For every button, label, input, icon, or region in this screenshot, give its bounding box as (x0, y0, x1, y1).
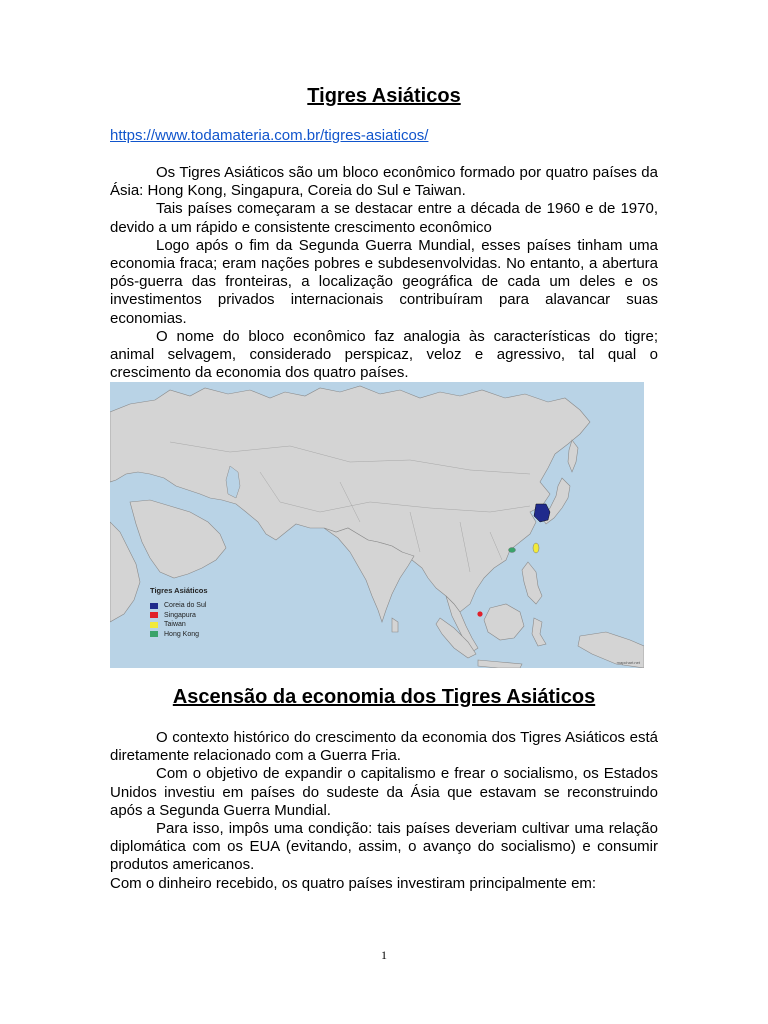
map-land-philippines (522, 562, 542, 604)
map-land-sakhalin (568, 440, 578, 472)
source-link[interactable]: https://www.todamateria.com.br/tigres-asiaticos/ (110, 127, 429, 144)
south-korea-shape (534, 504, 550, 522)
intro-paragraph: O nome do bloco econômico faz analogia às características do tigre; animal selvagem, considerado perspicaz, veloz e agressivo, tal qual o crescimento da economia dos quatro países. (110, 327, 658, 382)
legend-swatch (150, 603, 158, 609)
map-land-africa (110, 522, 140, 622)
legend-item-hong-kong (150, 630, 208, 640)
closing-line: Com o dinheiro recebido, os quatro países investiram principalmente em: (110, 874, 597, 892)
legend-label: Coreia do Sul (164, 602, 207, 610)
legend-label: Taiwan (164, 621, 186, 629)
legend-item-coreia-do-sul (150, 601, 208, 611)
legend-item-taiwan (150, 620, 208, 630)
map-land-borneo (484, 604, 524, 640)
singapore-shape (477, 611, 482, 616)
legend-title: Tigres Asiáticos (150, 586, 208, 595)
section-paragraph: O contexto histórico do crescimento da economia dos Tigres Asiáticos está diretamente relacionado com a Guerra Fria. (110, 729, 658, 765)
map-legend (150, 586, 208, 639)
map-credit: mapchart.net (616, 660, 640, 665)
intro-paragraphs (110, 164, 658, 382)
map-land-sulawesi (532, 618, 546, 646)
section-paragraph: Para isso, impôs uma condição: tais países deveriam cultivar uma relação diplomática com os EUA (evitando, assim, o avanço do socialismo) e consumir produtos americanos. (110, 820, 658, 874)
map-land-sri-lanka (392, 618, 398, 632)
legend-swatch (150, 631, 158, 637)
legend-swatch (150, 612, 158, 618)
map-land-java (478, 660, 522, 668)
taiwan-shape (533, 543, 539, 553)
map-land-arabia (130, 500, 226, 578)
map-land-eurasia (110, 386, 590, 612)
section-paragraphs (110, 729, 658, 893)
legend-label: Hong Kong (164, 630, 200, 638)
legend-swatch (150, 622, 158, 628)
intro-paragraph: Os Tigres Asiáticos são um bloco econômico formado por quatro países da Ásia: Hong Kong, Singapura, Coreia do Sul e Taiwan. (110, 164, 658, 200)
asia-map (110, 382, 644, 668)
intro-paragraph: Tais países começaram a se destacar entre a década de 1960 e de 1970, devido a um rápido e consistente crescimento econômico (110, 200, 658, 236)
legend-item-singapura (150, 611, 208, 621)
legend-label: Singapura (164, 611, 196, 619)
page-number: 1 (381, 948, 387, 962)
page-title: Tigres Asiáticos (307, 85, 461, 107)
intro-paragraph: Logo após o fim da Segunda Guerra Mundial, esses países tinham uma economia fraca; eram nações pobres e subdesenvolvidas. No entanto, a abertura pós-guerra das fronteiras, a localização geográfica de cada um deles e os investimentos privados internacionais contribuíram para alavancar suas economias. (110, 236, 658, 327)
hong-kong-shape (509, 548, 516, 553)
section-heading: Ascensão da economia dos Tigres Asiáticos (172, 686, 596, 708)
section-paragraph: Com o objetivo de expandir o capitalismo e frear o socialismo, os Estados Unidos investiu em países do sudeste da Ásia que estavam se reconstruindo após a Segunda Guerra Mundial. (110, 765, 658, 819)
